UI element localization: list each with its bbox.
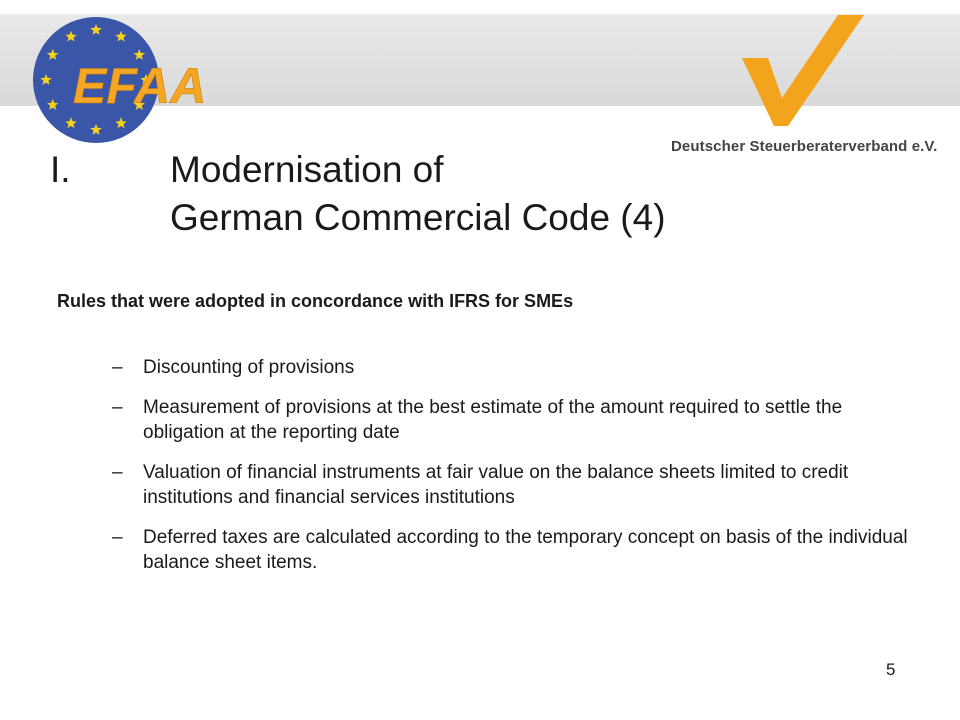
- bullet-dash: –: [112, 357, 123, 378]
- dstv-logo-text: Deutscher Steuerberaterverband e.V.: [671, 138, 938, 155]
- bullet-item: [112, 460, 912, 510]
- bullet-text: Measurement of provisions at the best estimate of the amount required to settle the obligation at the reporting date: [143, 397, 843, 443]
- title-line-1: Modernisation of: [170, 149, 444, 190]
- bullet-item: [112, 525, 912, 575]
- bullet-list: [112, 355, 912, 590]
- efaa-logo-text: EFAA: [73, 58, 207, 114]
- bullet-item: [112, 395, 912, 445]
- bullet-item: [112, 355, 912, 380]
- bullet-dash: –: [112, 397, 123, 418]
- bullet-text: Discounting of provisions: [143, 357, 355, 378]
- efaa-logo: [28, 10, 228, 150]
- title-number: I.: [50, 149, 71, 190]
- bullet-text: Deferred taxes are calculated according to the temporary concept on basis of the individual balance sheet items.: [143, 527, 908, 573]
- checkmark-icon: [742, 15, 864, 126]
- title-line-2: German Commercial Code (4): [170, 197, 666, 238]
- bullet-text: Valuation of financial instruments at fair value on the balance sheets limited to credit institutions and financial services institutions: [143, 462, 849, 508]
- page-number: 5: [886, 660, 896, 679]
- section-subheading: Rules that were adopted in concordance with IFRS for SMEs: [57, 291, 574, 311]
- bullet-dash: –: [112, 462, 123, 483]
- bullet-dash: –: [112, 527, 123, 548]
